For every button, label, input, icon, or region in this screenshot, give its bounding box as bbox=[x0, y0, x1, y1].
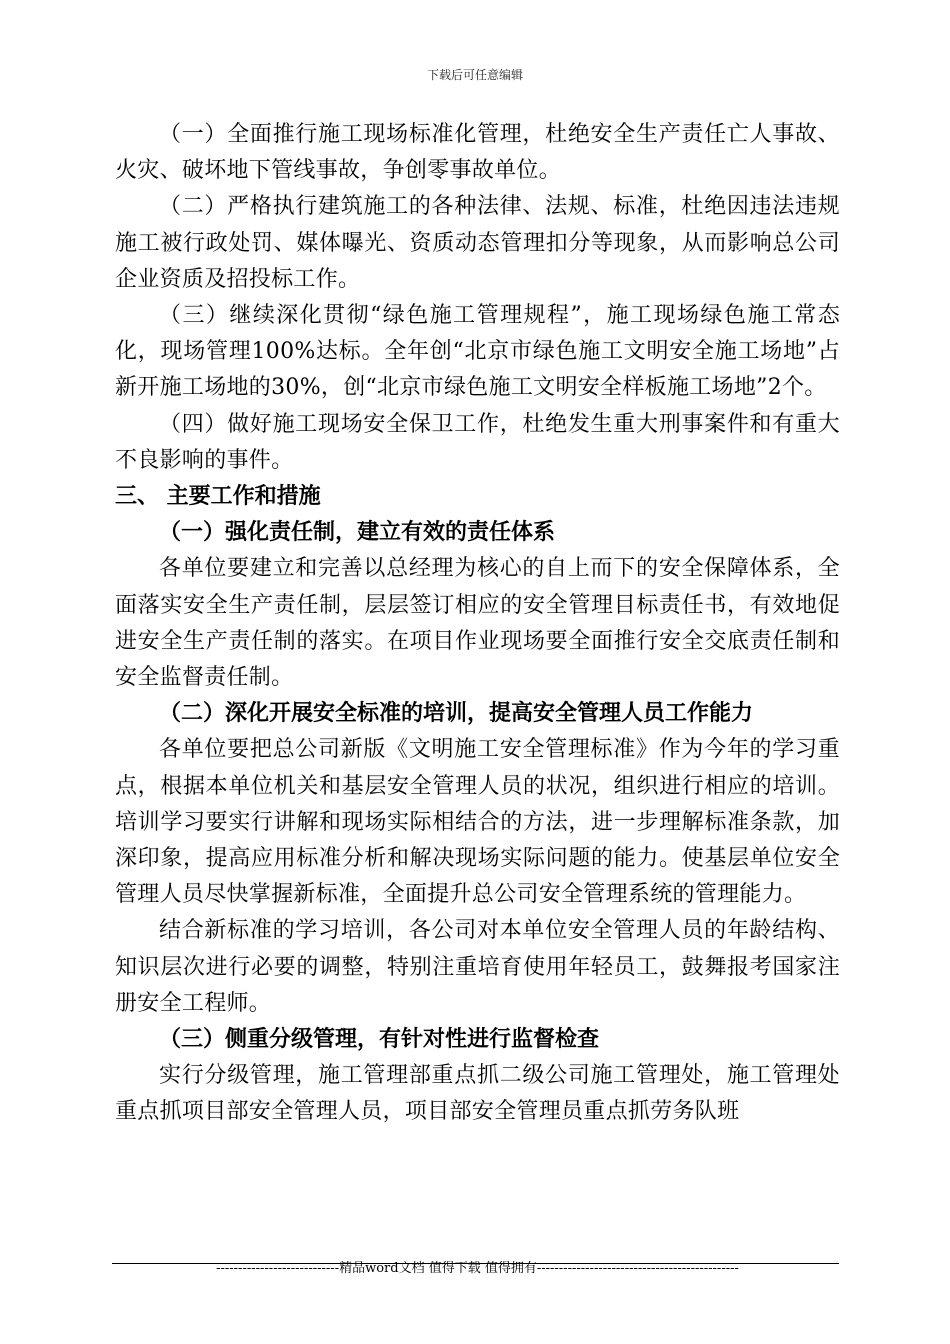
header-note: 下载后可任意编辑 bbox=[426, 68, 523, 82]
measure-paragraph-3: 结合新标准的学习培训，各公司对本单位安全管理人员的年龄结构、知识层次进行必要的调整，特别注重培育使用年轻员工，鼓舞报考国家注册安全工程师。 bbox=[115, 918, 840, 1016]
footer-divider bbox=[112, 1263, 839, 1264]
goal-paragraph-2: （二）严格执行建筑施工的各种法律、法规、标准，杜绝因违法违规施工被行政处罚、媒体曝光、资质动态管理扣分等现象，从而影响总公司企业资质及招投标工作。 bbox=[115, 194, 840, 292]
section-heading-3: 三、 主要工作和措施 bbox=[115, 484, 321, 510]
goal-paragraph-4: （四）做好施工现场安全保卫工作，杜绝发生重大刑事案件和有重大不良影响的事件。 bbox=[115, 411, 840, 473]
document-body bbox=[115, 117, 840, 1131]
goal-paragraph-1: （一）全面推行施工现场标准化管理，杜绝安全生产责任亡人事故、火灾、破坏地下管线事故，争创零事故单位。 bbox=[115, 122, 840, 184]
goal-paragraph-3: （三）继续深化贯彻“绿色施工管理规程”，施工现场绿色施工常态化，现场管理100%达标。全年创“北京市绿色施工文明安全施工场地”占新开施工场地的30%，创“北京市绿色施工文明安全样板施工场地”2个。 bbox=[115, 303, 840, 401]
footer-text: ----------------------------精品word文档 值得下载 值得拥有---------------------------------------------- bbox=[216, 1261, 739, 1276]
measure-paragraph-4: 实行分级管理，施工管理部重点抓二级公司施工管理处，施工管理处重点抓项目部安全管理人员，项目部安全管理员重点抓劳务队班 bbox=[115, 1063, 840, 1125]
subheading-3: （三）侧重分级管理，有针对性进行监督检查 bbox=[159, 1027, 600, 1053]
measure-paragraph-2: 各单位要把总公司新版《文明施工安全管理标准》作为今年的学习重点，根据本单位机关和基层安全管理人员的状况，组织进行相应的培训。培训学习要实行讲解和现场实际相结合的方法，进一步理解标准条款，加深印象，提高应用标准分析和解决现场实际问题的能力。使基层单位安全管理人员尽快掌握新标准，全面提升总公司安全管理系统的管理能力。 bbox=[115, 737, 840, 908]
subheading-2: （二）深化开展安全标准的培训，提高安全管理人员工作能力 bbox=[159, 701, 754, 727]
subheading-1: （一）强化责任制，建立有效的责任体系 bbox=[159, 520, 556, 546]
measure-paragraph-1: 各单位要建立和完善以总经理为核心的自上而下的安全保障体系，全面落实安全生产责任制，层层签订相应的安全管理目标责任书，有效地促进安全生产责任制的落实。在项目作业现场要全面推行安全交底责任制和安全监督责任制。 bbox=[115, 556, 840, 691]
